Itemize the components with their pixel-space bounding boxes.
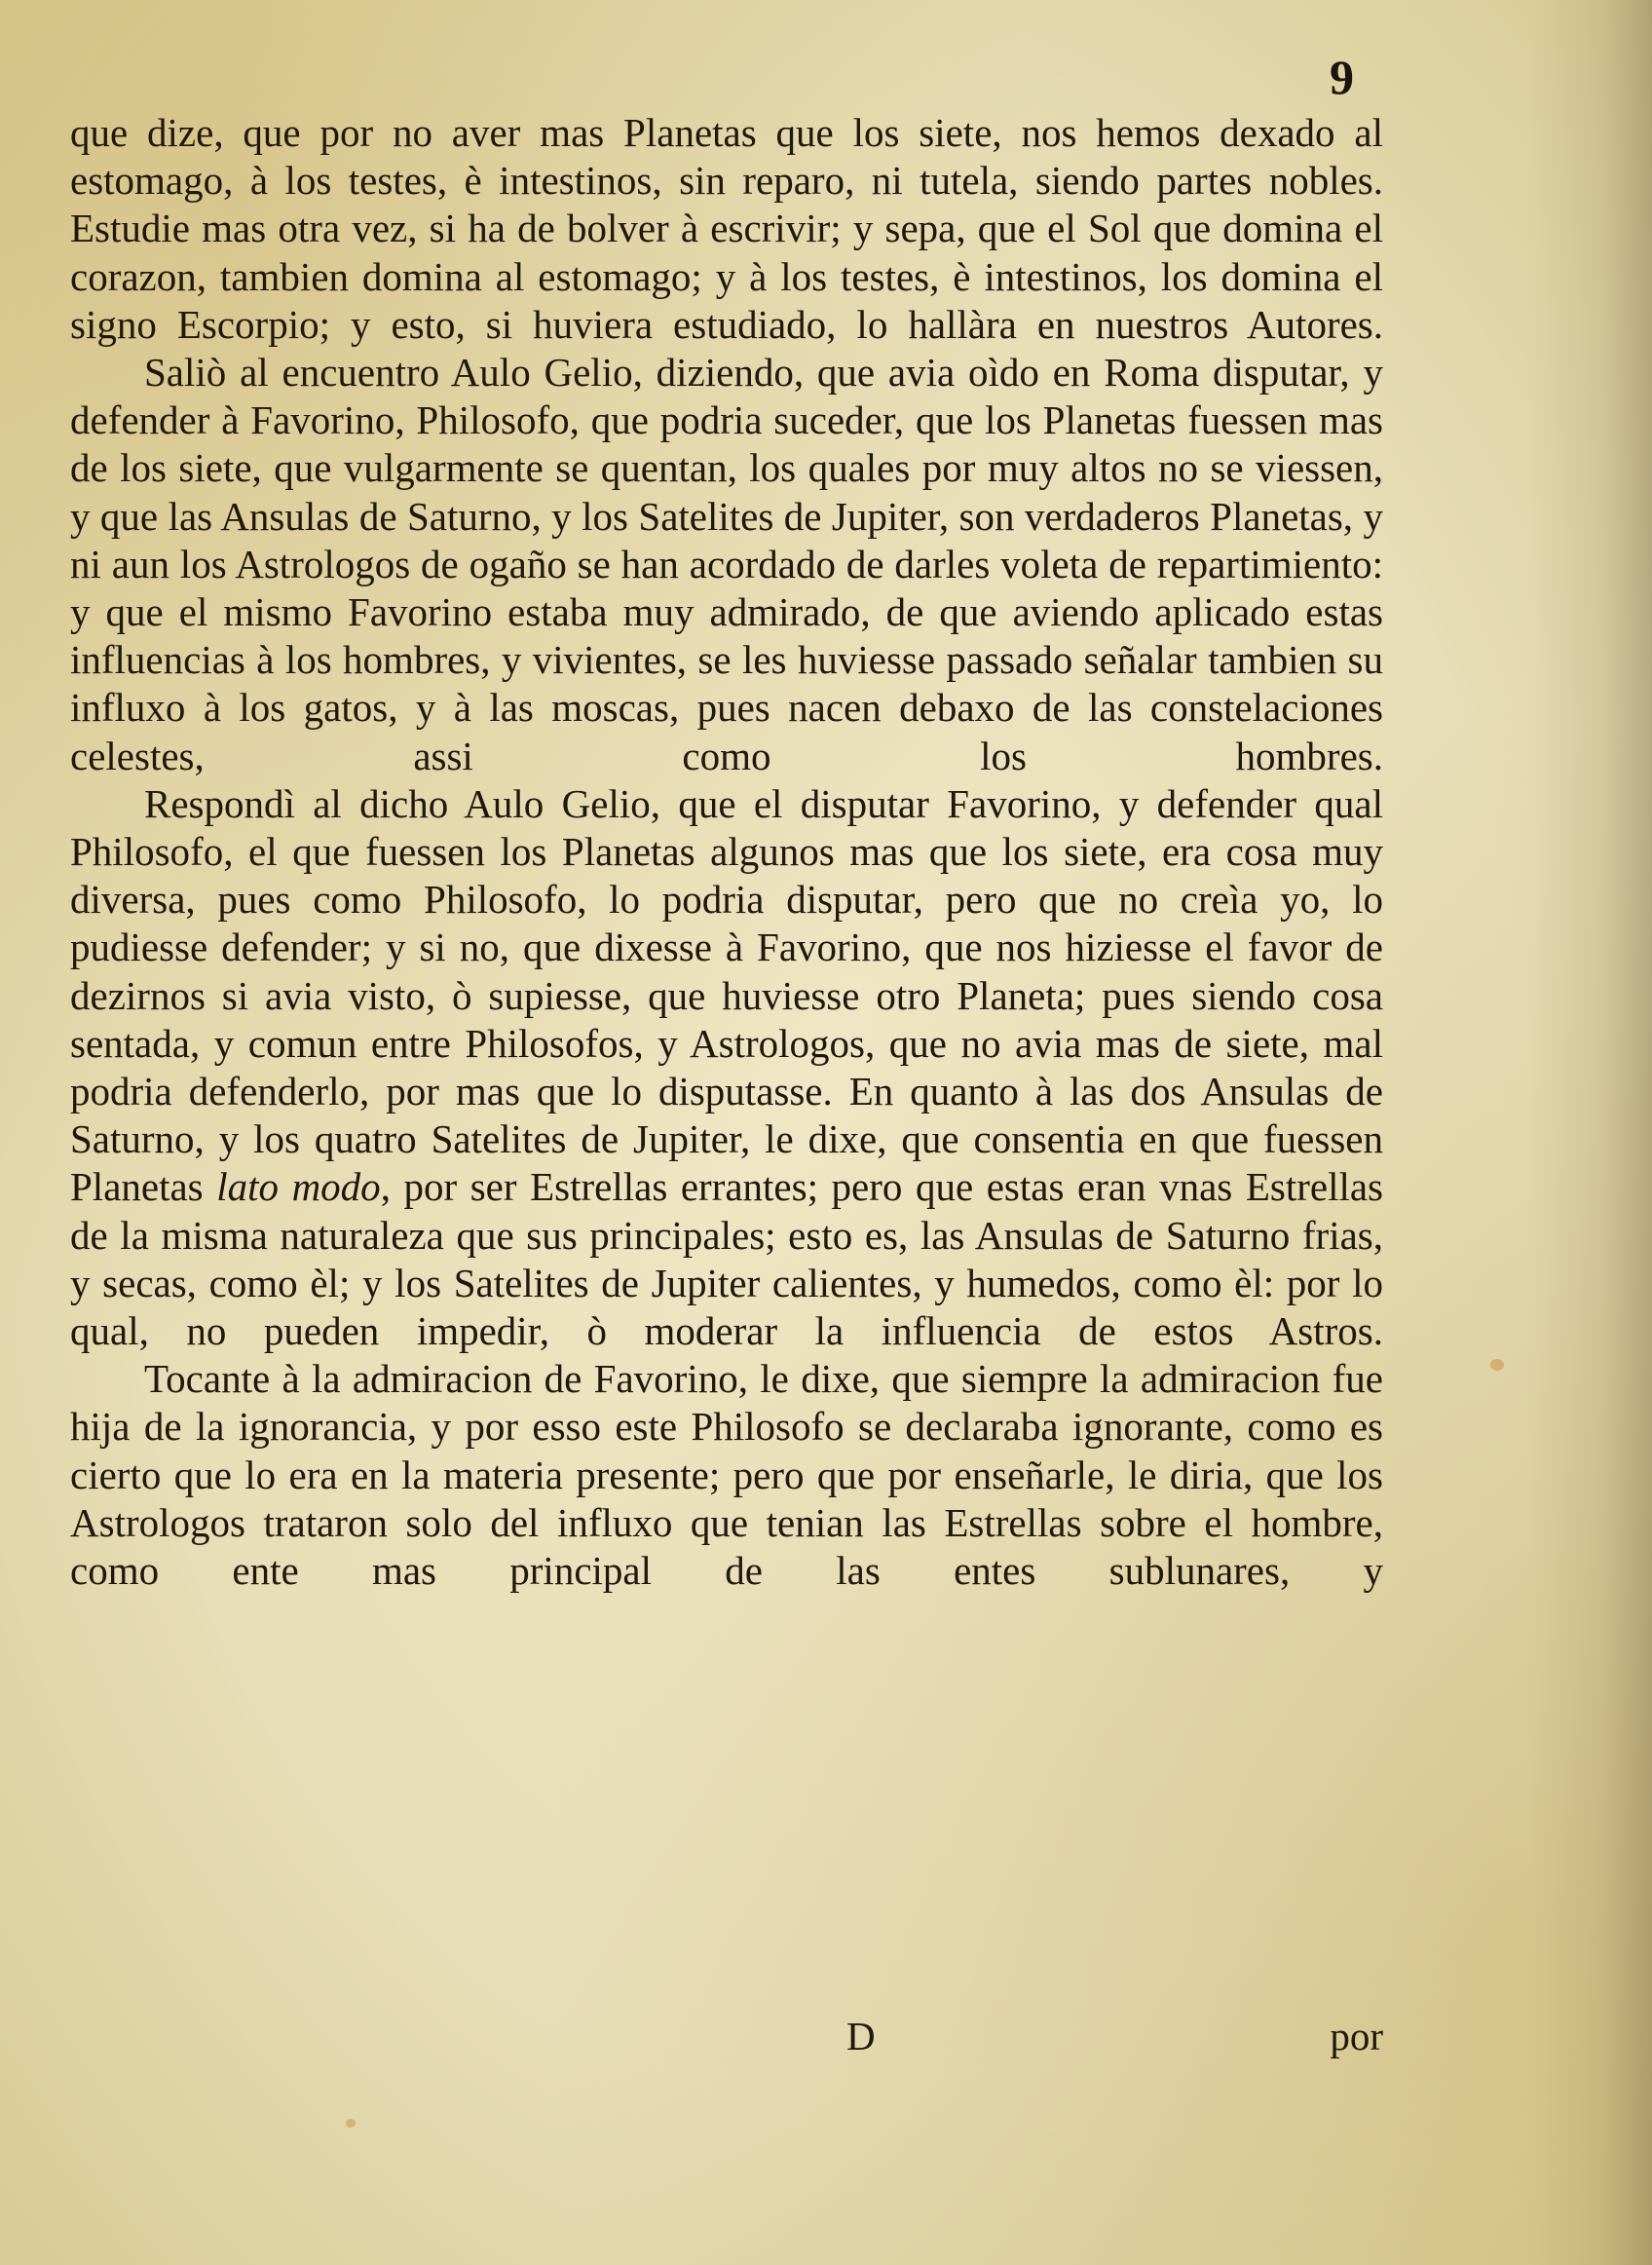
foxing-stain (346, 2119, 356, 2128)
paragraph-3-text-before: Respondì al dicho Aulo Gelio, que el disputar Favorino, y defender qual Philosofo, el que fuessen los Planetas algunos mas que los siete, era cosa muy diversa, pues como Philosofo, lo podria disputar, pero que no creìa yo, lo pudiesse defender; y si no, que dixesse à Favorino, que nos hiziesse el favor de dezirnos si avia visto, ò supiesse, que huviesse otro Planeta; pues siendo cosa sentada, y comun entre Philosofos, y Astrologos, que no avia mas de siete, mal podria defenderlo, por mas que lo disputasse. En quanto à las dos Ansulas de Saturno, y los quatro Satelites de Jupiter, le dixe, que consentia en que fuessen Planetas (70, 780, 1383, 1210)
page-number: 9 (1330, 50, 1354, 104)
paragraph-2: Saliò al encuentro Aulo Gelio, diziendo, que avia oìdo en Roma disputar, y defender à Favorino, Philosofo, que podria suceder, que los Planetas fuessen mas de los siete, que vulgarmente se quentan, los quales por muy altos no se viessen, y que las Ansulas de Saturno, y los Satelites de Jupiter, son verdaderos Planetas, y ni aun los Astrologos de ogaño se han acordado de darles voleta de repartimiento: y que el mismo Favorino estaba muy admirado, de que aviendo aplicado estas influencias à los hombres, y vivientes, se les huviesse passado señalar tambien su influxo à los gatos, y à las moscas, pues nacen debaxo de las constelaciones celestes, assi como los hombres. (70, 350, 1383, 778)
paragraph-3 (70, 780, 1383, 1355)
paragraph-4: Tocante à la admiracion de Favorino, le dixe, que siempre la admiracion fue hija de la ignorancia, y por esso este Philosofo se declaraba ignorante, como es cierto que lo era en la materia presente; pero que por enseñarle, le diria, que los Astrologos trataron solo del influxo que tenian las Estrellas sobre el hombre, como ente mas principal de las entes sublunares, y (70, 1356, 1383, 1594)
body-text (70, 109, 1383, 1595)
page-footer (70, 2013, 1383, 2071)
page-edge-shadow (1525, 0, 1652, 2265)
paragraph-1: que dize, que por no aver mas Planetas que los siete, nos hemos dexado al estomago, à los testes, è intestinos, sin reparo, ni tutela, siendo partes nobles. Estudie mas otra vez, si ha de bolver à escrivir; y sepa, que el Sol que domina el corazon, tambien domina al estomago; y à los testes, è intestinos, los domina el signo Escorpio; y esto, si huviera estudiado, lo hallàra en nuestros Autores. (70, 110, 1383, 347)
catchword: por (1330, 2014, 1383, 2058)
paragraph-3-text-after: , por ser Estrellas errantes; pero que estas eran vnas Estrellas de la misma naturaleza que sus principales; esto es, las Ansulas de Saturno frias, y secas, como èl; y los Satelites de Jupiter calientes, y humedos, como èl: por lo qual, no pueden impedir, ò moderar la influencia de estos Astros. (70, 1164, 1384, 1354)
italic-phrase: lato modo (216, 1164, 381, 1210)
signature-mark: D (846, 2014, 876, 2058)
foxing-stain (1490, 1359, 1504, 1371)
